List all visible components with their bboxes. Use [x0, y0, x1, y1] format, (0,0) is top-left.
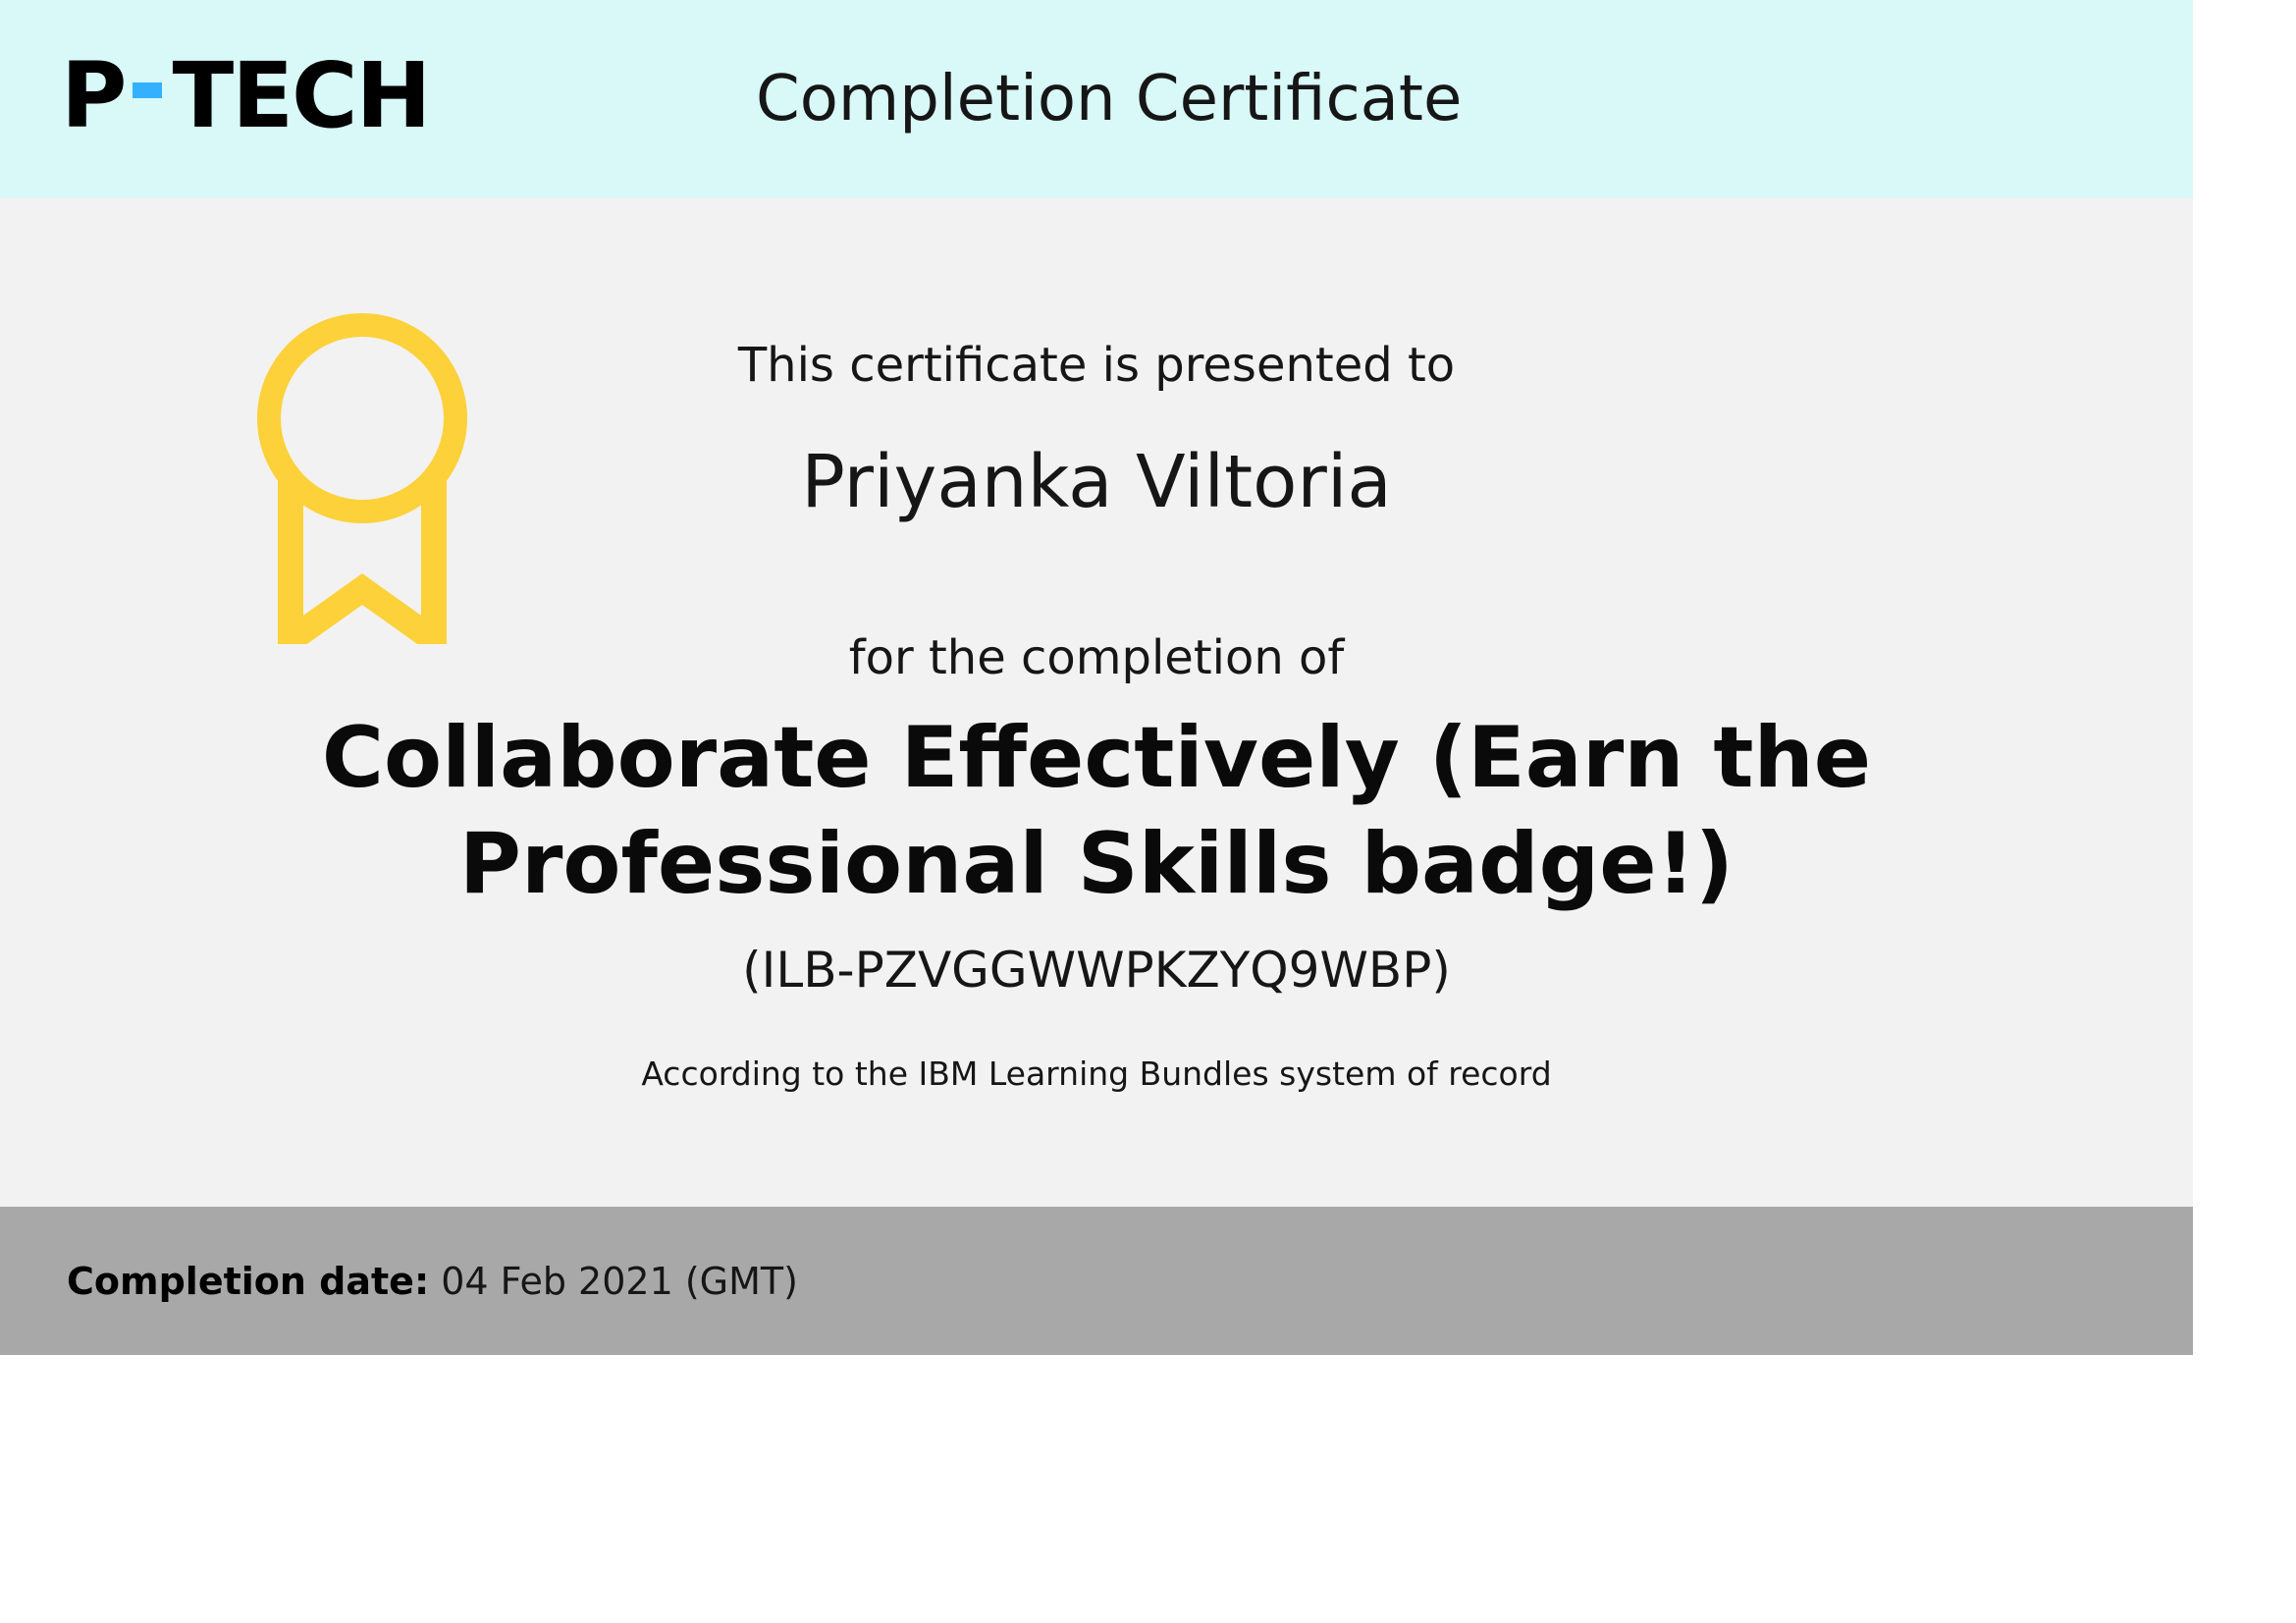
- completion-date-value: 04 Feb 2021 (GMT): [441, 1260, 798, 1303]
- completion-date-label: Completion date:: [67, 1260, 430, 1303]
- logo-text-left: P: [61, 43, 126, 148]
- course-title: Collaborate Effectively (Earn the Professional Skills badge!): [321, 709, 1872, 913]
- course-id: (ILB-PZVGGWWPKZYQ9WBP): [742, 942, 1451, 999]
- completion-of-text: for the completion of: [848, 630, 1345, 685]
- logo-text-right: TECH: [172, 43, 430, 148]
- ptech-logo: [61, 43, 430, 148]
- certificate-header: [0, 0, 2193, 198]
- completion-date-line: [67, 1258, 798, 1305]
- record-statement: According to the IBM Learning Bundles system of record: [641, 1055, 1552, 1093]
- recipient-name: Priyanka Viltoria: [801, 440, 1392, 524]
- logo-dash-icon: [133, 82, 162, 98]
- presented-to-text: This certificate is presented to: [737, 338, 1456, 393]
- certificate-footer: [0, 1207, 2193, 1355]
- certificate-title: Completion Certificate: [756, 63, 1463, 135]
